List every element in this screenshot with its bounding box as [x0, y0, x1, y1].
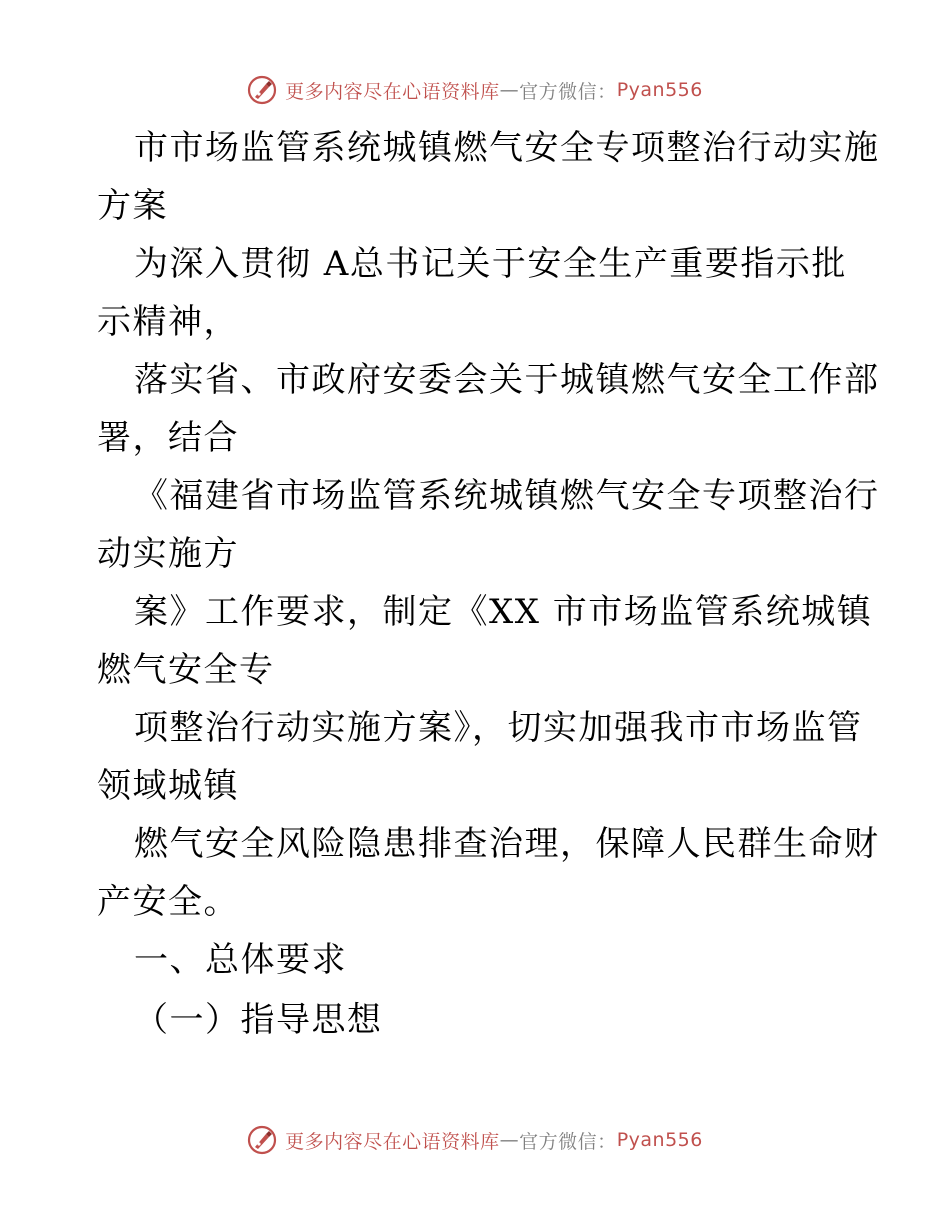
paragraph-line: 案》工作要求，制定《XX 市市场监管系统城镇 [134, 592, 873, 632]
paragraph-line: 项整治行动实施方案》，切实加强我市市场监管 [134, 708, 863, 748]
paragraph-line: 燃气安全风险隐患排查治理，保障人民群生命财 [134, 824, 880, 864]
watermark-banner-top [0, 72, 950, 108]
paragraph-line: 产安全。 [97, 882, 239, 922]
pen-nib-circle-icon [247, 75, 277, 105]
document-title-line-1: 市市场监管系统城镇燃气安全专项整治行动实施 [134, 128, 880, 168]
watermark-wechat-id: Pyan556 [616, 79, 703, 101]
document-title-line-2: 方案 [97, 186, 168, 226]
watermark-wechat-label: 官方微信： [519, 1130, 617, 1153]
paragraph-line: 为深入贯彻 A总书记关于安全生产重要指示批 [134, 244, 847, 284]
subsection-heading: （一）指导思想 [134, 1000, 383, 1040]
paragraph-line: 燃气安全专 [97, 650, 275, 690]
watermark-wechat-id: Pyan556 [616, 1129, 703, 1151]
paragraph-line: 署，结合 [97, 418, 239, 458]
watermark-site-text: 更多内容尽在心语资料库 [285, 1130, 500, 1153]
watermark-separator: — [499, 79, 520, 101]
watermark-separator: — [499, 1129, 520, 1151]
section-heading: 一、总体要求 [134, 940, 347, 980]
paragraph-line: 《福建省市场监管系统城镇燃气安全专项整治行 [134, 476, 880, 516]
watermark-banner-bottom [0, 1122, 950, 1158]
pen-nib-circle-icon [247, 1125, 277, 1155]
watermark-site-text: 更多内容尽在心语资料库 [285, 80, 500, 103]
paragraph-line: 动实施方 [97, 534, 239, 574]
watermark-wechat-label: 官方微信： [519, 80, 617, 103]
paragraph-line: 示精神， [97, 302, 239, 342]
paragraph-line: 领域城镇 [97, 766, 239, 806]
paragraph-line: 落实省、市政府安委会关于城镇燃气安全工作部 [134, 360, 880, 400]
